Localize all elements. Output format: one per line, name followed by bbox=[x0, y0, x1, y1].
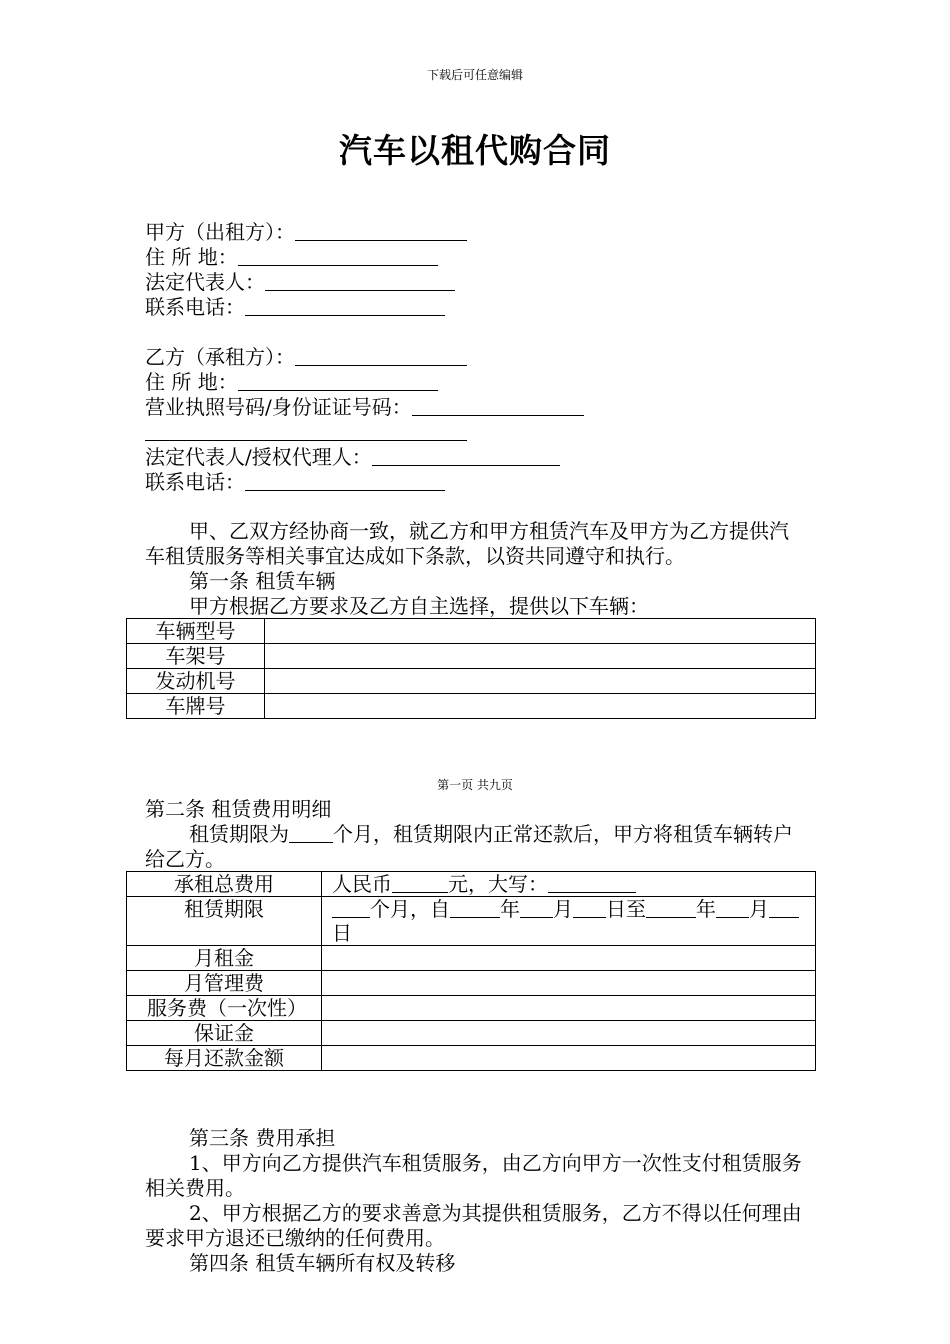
table-row bbox=[127, 946, 816, 971]
table-row bbox=[127, 669, 816, 694]
party-b-phone-label: 联系电话： bbox=[145, 470, 245, 494]
party-a-address-line bbox=[145, 245, 438, 270]
deposit-label: 保证金 bbox=[127, 1021, 322, 1046]
total-fee-cell bbox=[322, 872, 816, 897]
article-2-text-a: 租赁期限为 bbox=[189, 822, 289, 846]
monthly-rent-cell[interactable] bbox=[322, 946, 816, 971]
total-amount-blank[interactable] bbox=[392, 872, 448, 893]
start-month-label: 月 bbox=[553, 897, 573, 921]
party-a-rep-label: 法定代表人： bbox=[145, 270, 265, 294]
table-row bbox=[127, 694, 816, 719]
monthly-payment-label: 每月还款金额 bbox=[127, 1046, 322, 1071]
party-b-license-blank[interactable] bbox=[412, 395, 584, 416]
vin-label: 车架号 bbox=[127, 644, 265, 669]
engine-number-cell[interactable] bbox=[265, 669, 816, 694]
lease-period-cell bbox=[322, 897, 816, 946]
engine-number-label: 发动机号 bbox=[127, 669, 265, 694]
party-a-phone-label: 联系电话： bbox=[145, 295, 245, 319]
table-row bbox=[127, 1021, 816, 1046]
intro-paragraph: 甲、乙双方经协商一致，就乙方和甲方租赁汽车及甲方为乙方提供汽车租赁服务等相关事宜达成如下条款，以资共同遵守和执行。 bbox=[145, 519, 789, 568]
party-b-license-blank-2[interactable] bbox=[145, 420, 467, 441]
end-month-blank[interactable] bbox=[716, 897, 749, 918]
table-row bbox=[127, 619, 816, 644]
deposit-cell[interactable] bbox=[322, 1021, 816, 1046]
monthly-mgmt-fee-label: 月管理费 bbox=[127, 971, 322, 996]
party-b-address-label: 住 所 地： bbox=[145, 370, 238, 394]
table-row bbox=[127, 872, 816, 897]
party-b-name-blank[interactable] bbox=[295, 345, 467, 366]
table-row bbox=[127, 897, 816, 946]
end-month-label: 月 bbox=[749, 897, 769, 921]
party-a-name-blank[interactable] bbox=[295, 220, 467, 241]
page-footer: 第一页 共九页 bbox=[437, 778, 513, 792]
party-a-name-label: 甲方（出租方）： bbox=[145, 220, 295, 244]
party-b-name-label: 乙方（承租方）： bbox=[145, 345, 295, 369]
vehicle-table bbox=[126, 618, 816, 719]
monthly-mgmt-fee-cell[interactable] bbox=[322, 971, 816, 996]
table-row bbox=[127, 971, 816, 996]
party-a-phone-blank[interactable] bbox=[245, 295, 445, 316]
rmb-label: 人民币 bbox=[332, 872, 392, 896]
party-b-address-blank[interactable] bbox=[238, 370, 438, 391]
article-2-heading: 第二条 租赁费用明细 bbox=[145, 797, 332, 821]
period-months-label: 个月，自 bbox=[370, 897, 450, 921]
party-a-name-line bbox=[145, 220, 467, 245]
lease-months-blank[interactable] bbox=[289, 822, 333, 843]
period-months-blank[interactable] bbox=[332, 897, 370, 918]
end-day-blank[interactable] bbox=[769, 897, 799, 918]
article-2-text bbox=[145, 822, 805, 872]
service-fee-label: 服务费（一次性） bbox=[127, 996, 322, 1021]
article-1-heading: 第一条 租赁车辆 bbox=[189, 569, 336, 593]
party-a-address-blank[interactable] bbox=[238, 245, 438, 266]
party-b-rep-line bbox=[145, 445, 560, 470]
party-b-rep-blank[interactable] bbox=[372, 445, 560, 466]
party-b-phone-line bbox=[145, 470, 445, 495]
article-2-text-b: 个月，租赁期限内正常还款后，甲方将租赁车辆转户给乙方。 bbox=[145, 822, 793, 871]
article-3-clause-2: 2、甲方根据乙方的要求善意为其提供租赁服务，乙方不得以任何理由要求甲方退还已缴纳的任何费用。 bbox=[145, 1201, 802, 1250]
party-a-rep-line bbox=[145, 270, 455, 295]
party-b-rep-label: 法定代表人/授权代理人： bbox=[145, 445, 372, 469]
monthly-rent-label: 月租金 bbox=[127, 946, 322, 971]
article-3-heading: 第三条 费用承担 bbox=[189, 1126, 336, 1150]
start-year-blank[interactable] bbox=[450, 897, 500, 918]
party-a-phone-line bbox=[145, 295, 445, 320]
party-b-address-line bbox=[145, 370, 438, 395]
table-row bbox=[127, 644, 816, 669]
lease-period-label: 租赁期限 bbox=[127, 897, 322, 946]
party-b-phone-blank[interactable] bbox=[245, 470, 445, 491]
vehicle-model-label: 车辆型号 bbox=[127, 619, 265, 644]
party-b-license-label: 营业执照号码/身份证证号码： bbox=[145, 395, 412, 419]
total-amount-words-blank[interactable] bbox=[548, 872, 636, 893]
article-1-text: 甲方根据乙方要求及乙方自主选择，提供以下车辆： bbox=[189, 594, 649, 618]
total-fee-label: 承租总费用 bbox=[127, 872, 322, 897]
vin-cell[interactable] bbox=[265, 644, 816, 669]
start-year-label: 年 bbox=[500, 897, 520, 921]
vehicle-model-cell[interactable] bbox=[265, 619, 816, 644]
table-row bbox=[127, 996, 816, 1021]
end-year-blank[interactable] bbox=[646, 897, 696, 918]
start-day-to-label: 日至 bbox=[606, 897, 646, 921]
end-day-label: 日 bbox=[332, 921, 352, 945]
monthly-payment-cell[interactable] bbox=[322, 1046, 816, 1071]
article-4-heading: 第四条 租赁车辆所有权及转移 bbox=[189, 1251, 456, 1275]
start-day-blank[interactable] bbox=[573, 897, 606, 918]
party-a-rep-blank[interactable] bbox=[265, 270, 455, 291]
fee-table bbox=[126, 871, 816, 1071]
party-b-license-continuation bbox=[145, 420, 467, 445]
start-month-blank[interactable] bbox=[520, 897, 553, 918]
plate-number-cell[interactable] bbox=[265, 694, 816, 719]
article-3-clause-1: 1、甲方向乙方提供汽车租赁服务，由乙方向甲方一次性支付租赁服务相关费用。 bbox=[145, 1151, 802, 1200]
service-fee-cell[interactable] bbox=[322, 996, 816, 1021]
end-year-label: 年 bbox=[696, 897, 716, 921]
party-a-address-label: 住 所 地： bbox=[145, 245, 238, 269]
table-row bbox=[127, 1046, 816, 1071]
yuan-label: 元，大写： bbox=[448, 872, 548, 896]
party-b-name-line bbox=[145, 345, 467, 370]
header-note: 下载后可任意编辑 bbox=[426, 68, 523, 82]
plate-number-label: 车牌号 bbox=[127, 694, 265, 719]
party-b-license-line bbox=[145, 395, 584, 420]
document-title: 汽车以租代购合同 bbox=[339, 131, 611, 170]
